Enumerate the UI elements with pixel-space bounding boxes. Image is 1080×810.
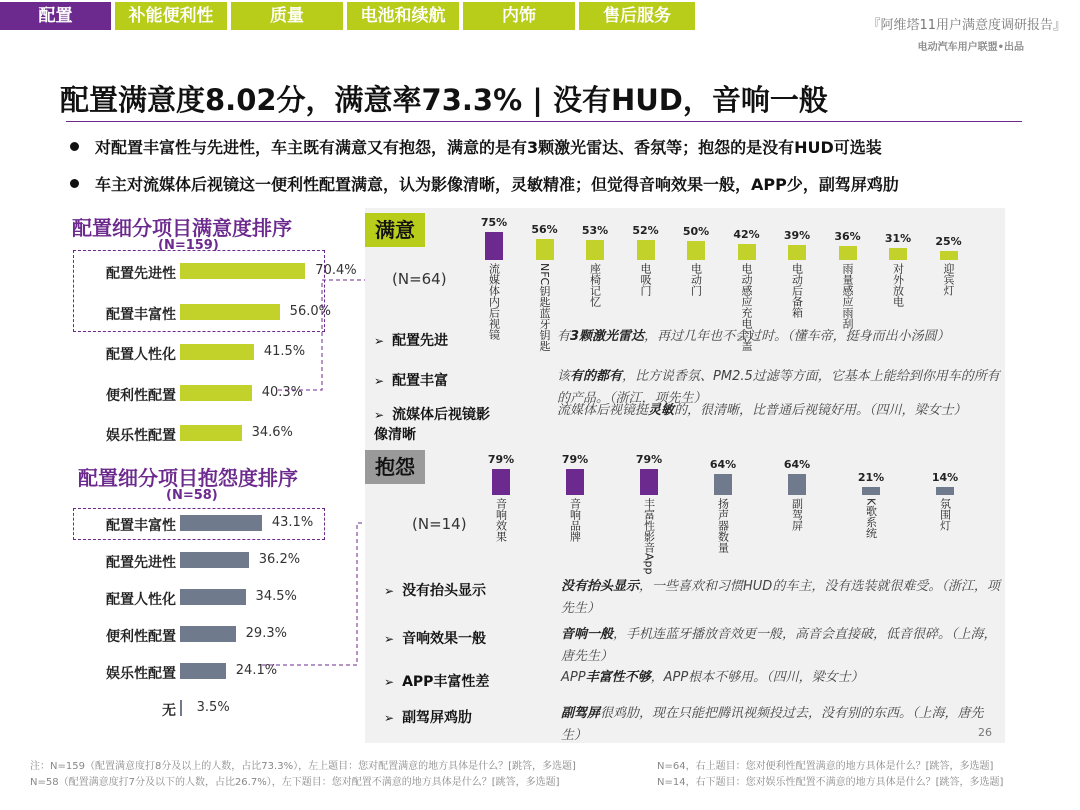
chevron-right-icon: ➢ bbox=[384, 711, 395, 725]
item-percent: 14% bbox=[931, 471, 959, 484]
quote-post: ，APP根本不够用。（四川，梁女士） bbox=[650, 670, 864, 685]
item-bar bbox=[536, 239, 554, 260]
item-column bbox=[851, 471, 891, 542]
quote-item-label bbox=[384, 580, 534, 600]
footnote-2: N=64，右上题目：您对便利性配置满意的地方具体是什么？[跳答，多选题] bbox=[657, 761, 994, 772]
footnote-1: 注：N=159（配置满意度打8分及以上的人数，占比73.3%），左上题目：您对配置满意的地方具体是什么？[跳答，多选题] bbox=[30, 761, 576, 772]
item-column bbox=[878, 232, 918, 311]
item-column bbox=[925, 471, 965, 535]
satisfaction-ranking-n: (N=159) bbox=[158, 238, 219, 253]
chevron-right-icon: ➢ bbox=[374, 334, 385, 348]
ranking-label: 配置先进性 bbox=[106, 266, 176, 282]
tab-after-sales[interactable]: 售后服务 bbox=[579, 2, 695, 30]
quote-text bbox=[557, 326, 1000, 348]
item-percent: 25% bbox=[935, 234, 962, 248]
item-label: 音响品牌 bbox=[568, 497, 582, 542]
item-percent: 42% bbox=[733, 228, 760, 242]
chevron-right-icon: ➢ bbox=[384, 632, 395, 646]
complaint-n: (N=14) bbox=[412, 515, 467, 533]
quote-item-text: 副驾屏鸡肋 bbox=[402, 710, 473, 726]
item-column bbox=[929, 235, 969, 301]
item-bar bbox=[637, 240, 655, 260]
quote-text bbox=[561, 624, 1000, 668]
ranking-value: 43.1% bbox=[271, 515, 314, 530]
item-bar bbox=[485, 232, 503, 261]
item-percent: 75% bbox=[480, 215, 508, 229]
quote-item-label bbox=[374, 330, 494, 350]
tab-quality[interactable]: 质量 bbox=[231, 2, 343, 30]
footnote-4: N=14，右下题目：您对娱乐性配置不满意的地方具体是什么？[跳答，多选题] bbox=[657, 777, 1004, 788]
item-label: 流媒体内后视镜 bbox=[487, 263, 501, 340]
ranking-label: 娱乐性配置 bbox=[106, 428, 176, 444]
item-column bbox=[481, 453, 521, 546]
item-column bbox=[777, 229, 817, 322]
quote-post: 很鸡肋，现在只能把腾讯视频投过去，没有别的东西。（上海，唐先生） bbox=[561, 706, 984, 743]
item-column bbox=[703, 458, 743, 557]
item-column bbox=[676, 225, 716, 300]
item-column bbox=[828, 230, 868, 333]
item-column bbox=[474, 216, 514, 345]
item-percent: 31% bbox=[884, 232, 912, 246]
ranking-label: 便利性配置 bbox=[106, 387, 176, 404]
ranking-value: 41.5% bbox=[263, 344, 306, 359]
quote-item-label bbox=[374, 404, 494, 444]
item-label: 氛围灯 bbox=[938, 498, 952, 531]
item-bar bbox=[714, 474, 732, 495]
quote-highlight: 灵敏 bbox=[648, 403, 675, 418]
ranking-value: 34.6% bbox=[251, 425, 293, 440]
item-label: 迎宾灯 bbox=[942, 263, 955, 296]
ranking-label: 便利性配置 bbox=[106, 629, 176, 645]
item-percent: 64% bbox=[783, 457, 811, 471]
tab-charging-convenience[interactable]: 补能便利性 bbox=[115, 2, 227, 30]
satisfied-tag: 满意 bbox=[365, 213, 425, 247]
ranking-label: 无 bbox=[162, 703, 176, 719]
ranking-label: 娱乐性配置 bbox=[106, 666, 176, 682]
quote-item-text: APP丰富性差 bbox=[402, 674, 490, 690]
item-label: 对外放电 bbox=[891, 262, 905, 307]
quote-item-text: 流媒体后视镜影像清晰 bbox=[374, 407, 491, 443]
quote-text bbox=[557, 400, 1000, 422]
ranking-label: 配置人性化 bbox=[106, 592, 176, 608]
item-label: 电吸门 bbox=[639, 262, 652, 296]
ranking-label: 配置丰富性 bbox=[106, 306, 176, 323]
quote-pre: 有 bbox=[557, 329, 571, 344]
item-percent: 52% bbox=[632, 224, 659, 238]
ranking-value: 29.3% bbox=[245, 626, 287, 641]
quote-item-label bbox=[374, 370, 494, 390]
ranking-value: 36.2% bbox=[258, 552, 301, 567]
page-number: 26 bbox=[978, 726, 992, 739]
item-percent: 56% bbox=[531, 222, 558, 236]
quote-highlight: 没有抬头显示 bbox=[561, 579, 640, 594]
item-bar bbox=[492, 469, 510, 495]
quote-text bbox=[561, 576, 1000, 620]
quote-item-text: 配置先进 bbox=[392, 333, 449, 349]
chevron-right-icon: ➢ bbox=[374, 374, 385, 388]
quote-highlight: 音响一般 bbox=[561, 627, 614, 642]
quote-item-label bbox=[384, 707, 534, 727]
item-bar bbox=[936, 487, 954, 495]
item-label: 雨量感应雨刮 bbox=[841, 262, 854, 329]
quote-pre: APP bbox=[561, 670, 586, 685]
ranking-value: 34.5% bbox=[255, 589, 297, 604]
item-bar bbox=[788, 474, 806, 495]
quote-post: ，手机连蓝牙播放音效更一般，高音会直接破，低音很碎。（上海，唐先生） bbox=[561, 627, 997, 664]
item-bar bbox=[640, 469, 658, 495]
item-label: 电动感应充电口盖 bbox=[740, 262, 753, 351]
item-percent: 64% bbox=[709, 457, 737, 471]
report-brand-title: 『阿维塔11用户满意度调研报告』 bbox=[867, 18, 1066, 33]
chevron-right-icon: ➢ bbox=[384, 675, 395, 689]
tab-config[interactable]: 配置 bbox=[0, 2, 111, 30]
quote-highlight: 副驾屏 bbox=[561, 706, 601, 721]
tab-interior[interactable]: 内饰 bbox=[463, 2, 575, 30]
item-label: 副驾屏 bbox=[790, 497, 804, 531]
ranking-value: 24.1% bbox=[235, 663, 278, 678]
item-label: 电动门 bbox=[689, 263, 703, 296]
quote-post: 的，很清晰，比普通后视镜好用。（四川，梁女士） bbox=[674, 403, 967, 418]
item-label: NFC钥匙蓝牙钥匙 bbox=[538, 262, 551, 352]
item-percent: 53% bbox=[581, 223, 609, 237]
quote-pre: 流媒体后视镜挺 bbox=[557, 403, 649, 418]
ranking-value: 3.5% bbox=[196, 700, 230, 715]
item-label: K歌系统 bbox=[864, 498, 878, 539]
chevron-right-icon: ➢ bbox=[384, 584, 395, 598]
ranking-label: 配置先进性 bbox=[106, 555, 176, 571]
page-title: 配置满意度8.02分，满意率73.3% | 没有HUD，音响一般 bbox=[60, 83, 828, 117]
item-percent: 50% bbox=[682, 225, 710, 238]
item-column bbox=[575, 224, 615, 311]
quote-text bbox=[561, 703, 1000, 747]
quote-item-label bbox=[384, 671, 534, 691]
ranking-value: 56.0% bbox=[289, 303, 331, 319]
satisfaction-ranking-title: 配置细分项目满意度排序 bbox=[72, 216, 292, 240]
quote-highlight: 丰富性不够 bbox=[585, 670, 651, 685]
summary-bullet-text: 对配置丰富性与先进性，车主既有满意又有抱怨，满意的是有3颗激光雷达、香氛等；抱怨的是没有HUD可选装 bbox=[95, 138, 882, 157]
quote-pre: 该 bbox=[557, 369, 571, 384]
satisfied-n: (N=64) bbox=[392, 270, 447, 288]
quote-highlight: 有的都有 bbox=[570, 369, 623, 384]
quote-post: ，一些喜欢和习惯HUD的车主，没有选装就很难受。（浙江，项先生） bbox=[561, 579, 1000, 616]
complaint-ranking-title: 配置细分项目抱怨度排序 bbox=[78, 466, 298, 490]
item-bar bbox=[940, 251, 958, 261]
item-percent: 79% bbox=[561, 452, 589, 466]
item-bar bbox=[862, 487, 880, 495]
item-bar bbox=[586, 240, 604, 260]
complaint-ranking-n: (N=58) bbox=[166, 488, 218, 503]
item-bar bbox=[738, 244, 756, 260]
ranking-value: 40.3% bbox=[261, 384, 304, 400]
chevron-right-icon: ➢ bbox=[374, 408, 385, 422]
item-percent: 79% bbox=[635, 452, 663, 466]
quote-highlight: 3颗激光雷达 bbox=[570, 329, 645, 344]
item-bar bbox=[687, 241, 705, 260]
item-column bbox=[626, 224, 666, 300]
quote-item-text: 没有抬头显示 bbox=[402, 583, 487, 599]
footnote-3: N=58（配置满意度打7分及以下的人数，占比26.7%），左下题目：您对配置不满意的地方具体是什么？[跳答，多选题] bbox=[30, 777, 560, 788]
item-bar bbox=[889, 248, 907, 260]
item-column bbox=[555, 453, 595, 546]
report-brand-sub: 电动汽车用户联盟•出品 bbox=[917, 42, 1024, 53]
item-label: 音响效果 bbox=[494, 497, 508, 542]
complaint-tag: 抱怨 bbox=[365, 450, 425, 484]
item-bar bbox=[839, 246, 857, 260]
item-bar bbox=[788, 245, 806, 260]
item-label: 座椅记忆 bbox=[588, 262, 602, 307]
item-percent: 39% bbox=[783, 229, 811, 243]
ranking-label: 配置人性化 bbox=[106, 347, 176, 363]
quote-item-text: 音响效果一般 bbox=[402, 631, 487, 647]
ranking-value: 70.4% bbox=[315, 263, 357, 278]
item-percent: 36% bbox=[834, 230, 861, 244]
quote-post: ，比方说香氛、PM2.5过滤等方面，它基本上能给到你用车的所有的产品。（浙江，项先生） bbox=[557, 369, 1000, 406]
item-bar bbox=[566, 469, 584, 495]
quote-post: ，再过几年也不会过时。（懂车帝，挺身而出小汤圆） bbox=[644, 329, 950, 344]
quote-item-label bbox=[384, 628, 534, 648]
item-column bbox=[629, 453, 669, 579]
quote-item-text: 配置丰富 bbox=[392, 373, 449, 389]
quote-text bbox=[561, 667, 1000, 689]
tab-battery-range[interactable]: 电池和续航 bbox=[347, 2, 459, 30]
item-label: 扬声器数量 bbox=[716, 497, 730, 553]
item-column bbox=[777, 458, 817, 535]
item-percent: 79% bbox=[487, 452, 515, 466]
item-label: 电动后备箱 bbox=[790, 262, 804, 318]
ranking-label: 配置丰富性 bbox=[106, 518, 176, 534]
item-label: 丰富性影音App bbox=[642, 497, 656, 575]
summary-bullet-text: 车主对流媒体后视镜这一便利性配置满意，认为影像清晰，灵敏精准；但觉得音响效果一般，APP少，副驾屏鸡肋 bbox=[95, 175, 899, 194]
item-percent: 21% bbox=[857, 471, 885, 484]
